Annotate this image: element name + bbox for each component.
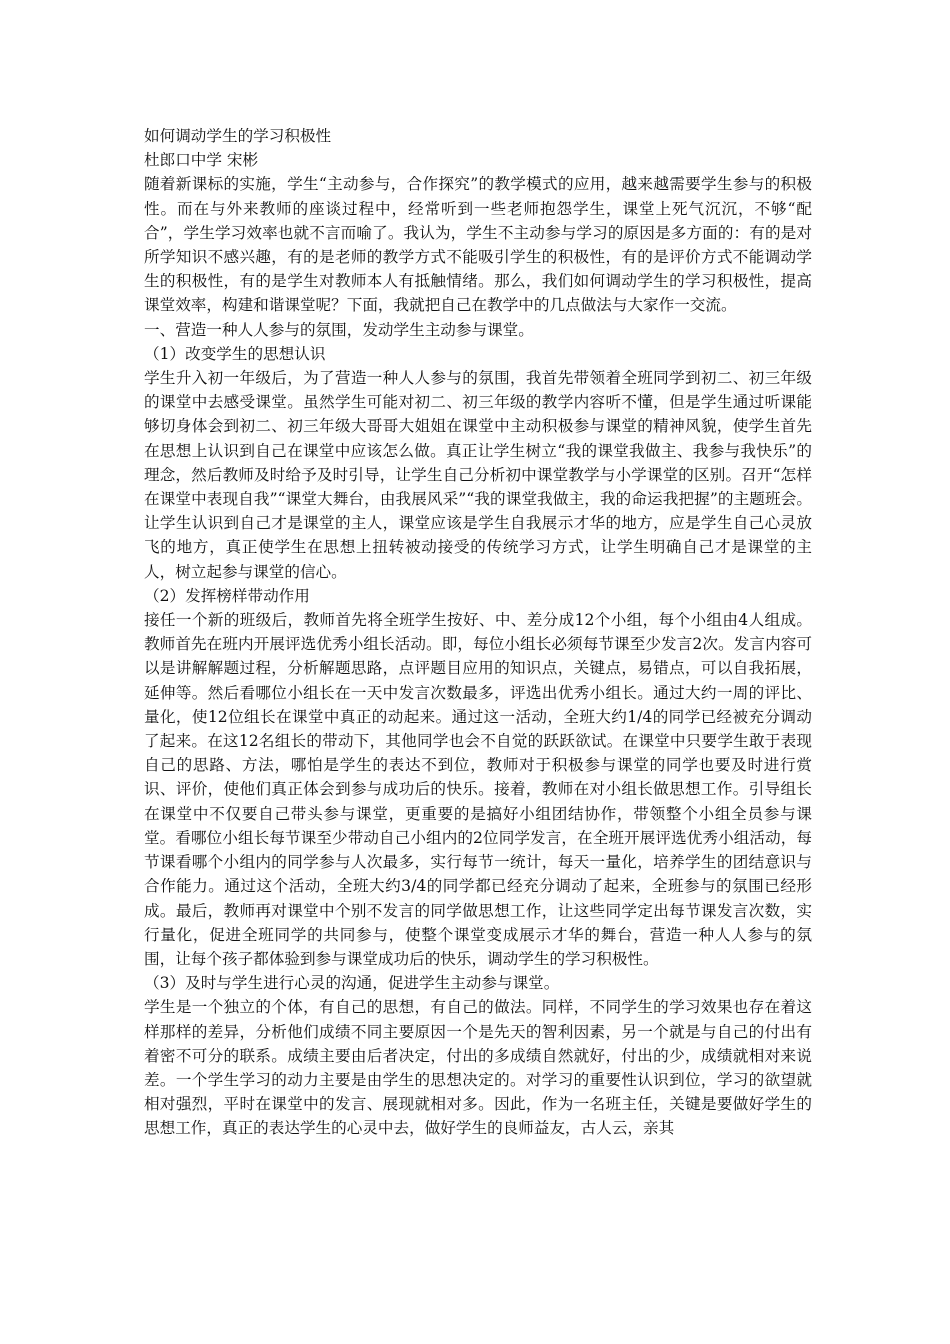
body-paragraph: 学生升入初一年级后，为了营造一种人人参与的氛围，我首先带领着全班同学到初二、初三年级的课堂中去感受课堂。虽然学生可能对初二、初三年级的教学内容听不懂，但是学生通过听课能够切身体会到初二、初三年级大哥哥大姐姐在课堂中主动积极参与课堂的精神风貌，使学生首先在思想上认识到自己在课堂中应该怎么做。真正让学生树立“我的课堂我做主、我参与我快乐”的理念，然后教师及时给予及时引导，让学生自己分析初中课堂教学与小学课堂的区别。召开“怎样在课堂中表现自我”“课堂大舞台，由我展风采”“我的课堂我做主，我的命运我把握”的主题班会。让学生认识到自己才是课堂的主人，课堂应该是学生自我展示才华的地方，应是学生自己心灵放飞的地方，真正使学生在思想上扭转被动接受的传统学习方式，让学生明确自己才是课堂的主人，树立起参与课堂的信心。 [144, 369, 812, 581]
section-heading-1: 一、营造一种人人参与的氛围，发动学生主动参与课堂。 [144, 320, 534, 339]
subsection-heading-2: （2）发挥榜样带动作用 [144, 586, 310, 605]
body-paragraph: 学生是一个独立的个体，有自己的思想，有自己的做法。同样，不同学生的学习效果也存在着这样那样的差异，分析他们成绩不同主要原因一个是先天的智利因素，另一个就是与自己的付出有着密不可分的联系。成绩主要由后者决定，付出的多成绩自然就好，付出的少，成绩就相对来说差。一个学生学习的动力主要是由学生的思想决定的。对学习的重要性认识到位，学习的欲望就相对强烈，平时在课堂中的发言、展现就相对多。因此，作为一名班主任，关键是要做好学生的思想工作，真正的表达学生的心灵中去，做好学生的良师益友，古人云，亲其 [144, 998, 812, 1138]
document-author: 杜郎口中学 宋彬 [144, 151, 259, 170]
subsection-heading-3: （3）及时与学生进行心灵的沟通，促进学生主动参与课堂。 [144, 974, 560, 993]
document-body [144, 124, 812, 1141]
subsection-heading-1: （1）改变学生的思想认识 [144, 344, 326, 363]
document-title: 如何调动学生的学习积极性 [144, 127, 332, 145]
intro-paragraph: 随着新课标的实施，学生“主动参与，合作探究”的教学模式的应用，越来越需要学生参与的积极性。而在与外来教师的座谈过程中，经常听到一些老师抱怨学生，课堂上死气沉沉，不够“配合”，学生学习效率也就不言而喻了。我认为，学生不主动参与学习的原因是多方面的：有的是对所学知识不感兴趣，有的是老师的教学方式不能吸引学生的积极性，有的是评价方式不能调动学生的积极性，有的是学生对教师本人有抵触情绪。那么，我们如何调动学生的学习积极性，提高课堂效率，构建和谐课堂呢？下面，我就把自己在教学中的几点做法与大家作一交流。 [144, 175, 812, 315]
body-paragraph: 接任一个新的班级后，教师首先将全班学生按好、中、差分成12个小组，每个小组由4人组成。教师首先在班内开展评选优秀小组长活动。即，每位小组长必须每节课至少发言2次。发言内容可以是讲解解题过程，分析解题思路，点评题目应用的知识点，关键点，易错点，可以自我拓展，延伸等。然后看哪位小组长在一天中发言次数最多，评选出优秀小组长。通过大约一周的评比、量化，使12位组长在课堂中真正的动起来。通过这一活动，全班大约1/4的同学已经被充分调动了起来。在这12名组长的带动下，其他同学也会不自觉的跃跃欲试。在课堂中只要学生敢于表现自己的思路、方法，哪怕是学生的表达不到位，教师对于积极参与课堂的同学也要及时进行赏识、评价，使他们真正体会到参与成功后的快乐。接着，教师在对小组长做思想工作。引导组长在课堂中不仅要自己带头参与课堂，更重要的是搞好小组团结协作，带领整个小组全员参与课堂。看哪位小组长每节课至少带动自己小组内的2位同学发言，在全班开展评选优秀小组活动，每节课看哪个小组内的同学参与人次最多，实行每节一统计，每天一量化，培养学生的团结意识与合作能力。通过这个活动，全班大约3/4的同学都已经充分调动了起来，全班参与的氛围已经形成。最后，教师再对课堂中个别不发言的同学做思想工作，让这些同学定出每节课发言次数，实行量化，促进全班同学的共同参与，使整个课堂变成展示才华的舞台，营造一种人人参与的氛围，让每个孩子都体验到参与课堂成功后的快乐，调动学生的学习积极性。 [144, 611, 812, 968]
